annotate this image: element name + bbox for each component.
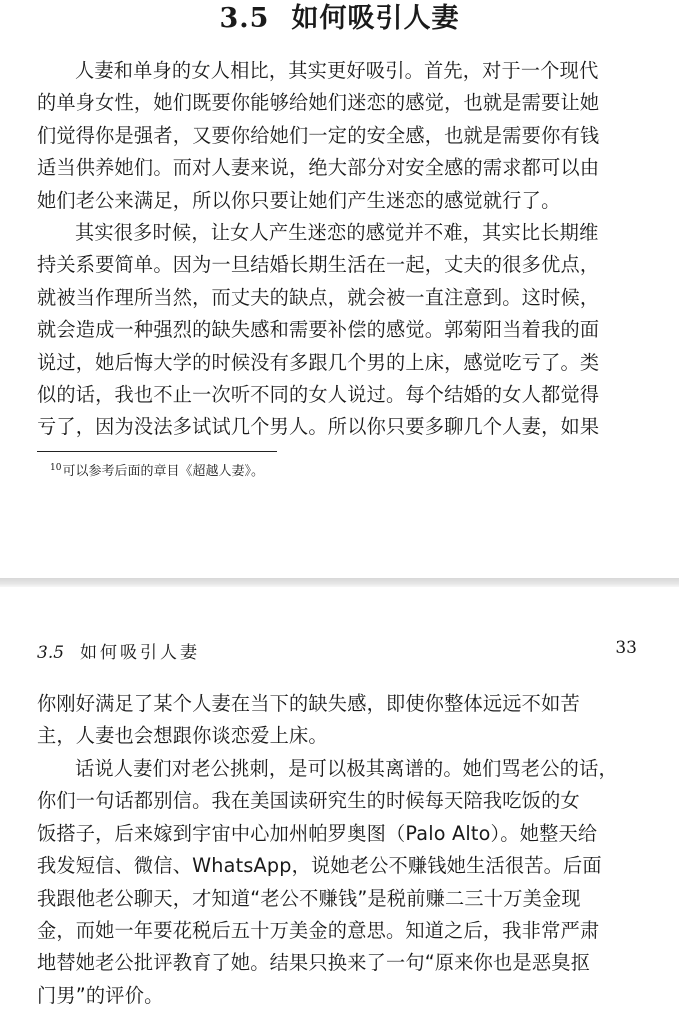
page-number: 33 (615, 638, 637, 658)
section-title: 如何吸引人妻 (291, 3, 460, 34)
text-line: 话说人妻们对老公挑刺，是可以极其离谱的。她们骂老公的话， (75, 757, 618, 780)
page-separator (0, 578, 679, 587)
text-line: 持关系要简单。因为一旦结婚长期生活在一起，丈夫的很多优点， (37, 253, 600, 277)
footnote-rule (37, 451, 277, 452)
text-line: 们觉得你是强者，又要你给她们一定的安全感，也就是需要你有钱 (37, 123, 600, 147)
text-line: 人妻和单身的女人相比，其实更好吸引。首先，对于一个现代 (75, 59, 599, 82)
text-line: 说过，她后悔大学的时候没有多跟几个男的上床，感觉吃亏了。类 (37, 350, 600, 374)
footnote (50, 459, 264, 481)
running-head-title: 如何吸引人妻 (80, 643, 201, 663)
paragraph (37, 55, 639, 217)
document-page-2 (0, 587, 679, 1020)
running-head (37, 638, 200, 663)
footnote-text: 可以参考后面的章目《超越人妻》。 (62, 464, 264, 479)
paragraph (37, 753, 639, 1012)
text-line: 她们老公来满足，所以你只要让她们产生迷恋的感觉就行了。 (37, 188, 561, 212)
text-line: 我跟他老公聊天，才知道“老公不赚钱”是税前赚二三十万美金现 (37, 886, 581, 910)
text-line: 的单身女性，她们既要你能够给她们迷恋的感觉，也就是需要让她 (37, 91, 600, 115)
footnote-number: 10 (50, 463, 62, 473)
text-line: 门男”的评价。 (37, 983, 164, 1007)
text-line: 我发短信、微信、WhatsApp，说她老公不赚钱她生活很苦。后面 (37, 854, 602, 878)
text-line: 地替她老公批评教育了她。结果只换来了一句“原来你也是恶臭抠 (37, 951, 590, 975)
text-line: 你刚好满足了某个人妻在当下的缺失感，即使你整体远远不如苦 (37, 692, 580, 715)
text-line: 似的话，我也不止一次听不同的女人说过。每个结婚的女人都觉得 (37, 382, 600, 406)
section-heading (0, 0, 679, 38)
text-line: 其实很多时候，让女人产生迷恋的感觉并不难，其实比长期维 (75, 221, 599, 244)
text-line: 你们一句话都别信。我在美国读研究生的时候每天陪我吃饭的女 (37, 789, 580, 813)
text-line: 适当供养她们。而对人妻来说，绝大部分对安全感的需求都可以由 (37, 156, 600, 180)
paragraph (37, 217, 639, 444)
paragraph (37, 688, 639, 753)
running-head-number: 3.5 (37, 643, 65, 663)
text-line: 就被当作理所当然，而丈夫的缺点，就会被一直注意到。这时候， (37, 285, 600, 309)
text-line: 金，而她一年要花税后五十万美金的意思。知道之后，我非常严肃 (37, 918, 600, 942)
text-line: 就会造成一种强烈的缺失感和需要补偿的感觉。郭菊阳当着我的面 (37, 318, 600, 342)
section-number: 3.5 (219, 3, 270, 34)
text-line: 饭搭子，后来嫁到宇宙中心加州帕罗奥图（Palo Alto）。她整天给 (37, 821, 598, 845)
text-line: 主，人妻也会想跟你谈恋爱上床。 (37, 724, 328, 748)
text-line: 亏了，因为没法多试试几个男人。所以你只要多聊几个人妻，如果 (37, 415, 600, 439)
